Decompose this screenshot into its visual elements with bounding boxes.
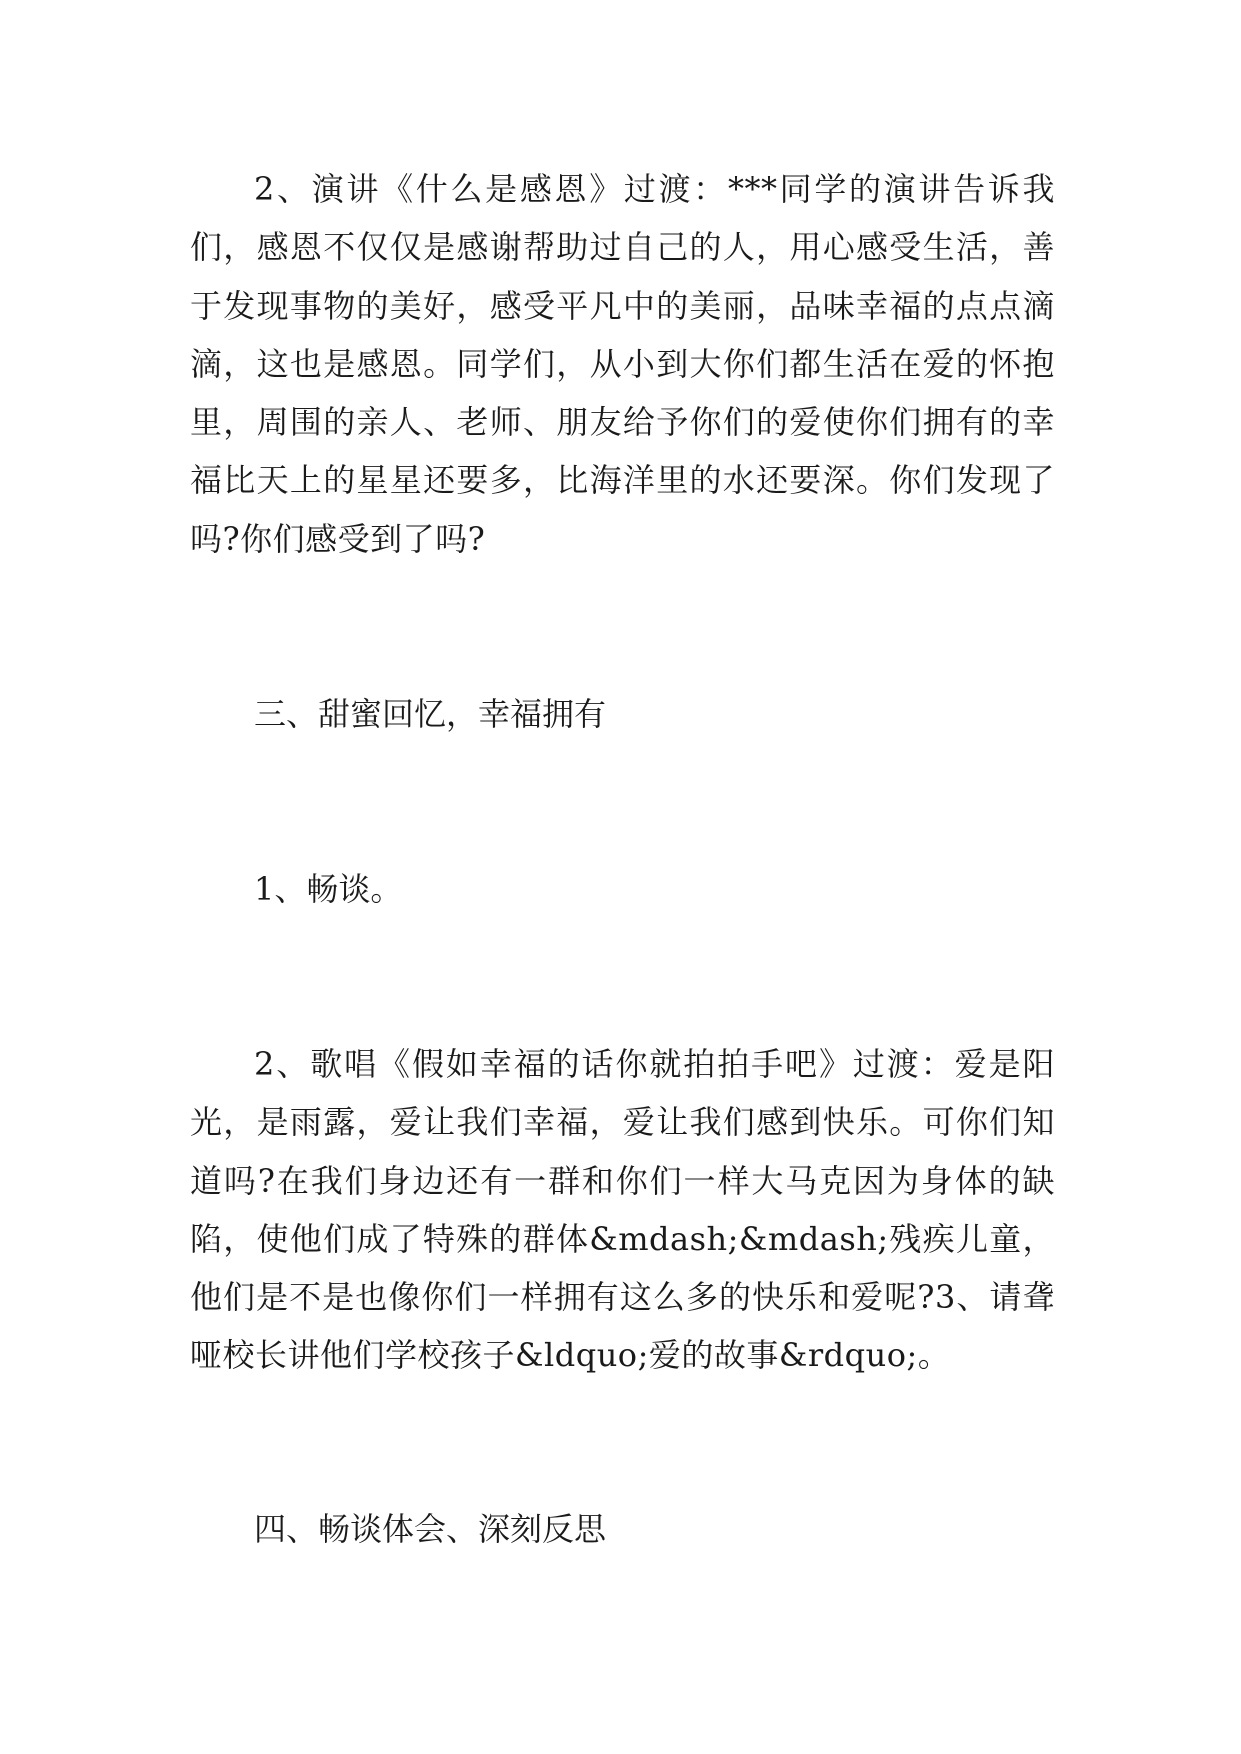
section-four-heading: 四、畅谈体会、深刻反思 (254, 1510, 607, 1548)
paragraph-song-transition: 2、歌唱《假如幸福的话你就拍拍手吧》过渡：爱是阳光，是雨露，爱让我们幸福，爱让我们感到快乐。可你们知道吗?在我们身边还有一群和你们一样大马克因为身体的缺陷，使他们成了特殊的群体&mdash;&mdash;残疾儿童，他们是不是也像你们一样拥有这么多的快乐和爱呢?3、请聋哑校长讲他们学校孩子&ldquo;爱的故事&rdquo;。 (190, 1045, 1055, 1375)
paragraph-speech-transition: 2、演讲《什么是感恩》过渡：***同学的演讲告诉我们，感恩不仅仅是感谢帮助过自己的人，用心感受生活，善于发现事物的美好，感受平凡中的美丽，品味幸福的点点滴滴，这也是感恩。同学们，从小到大你们都生活在爱的怀抱里，周围的亲人、老师、朋友给予你们的爱使你们拥有的幸福比天上的星星还要多，比海洋里的水还要深。你们发现了吗?你们感受到了吗? (190, 170, 1055, 558)
chat-item: 1、畅谈。 (254, 870, 403, 908)
section-three-heading: 三、甜蜜回忆，幸福拥有 (254, 695, 607, 733)
